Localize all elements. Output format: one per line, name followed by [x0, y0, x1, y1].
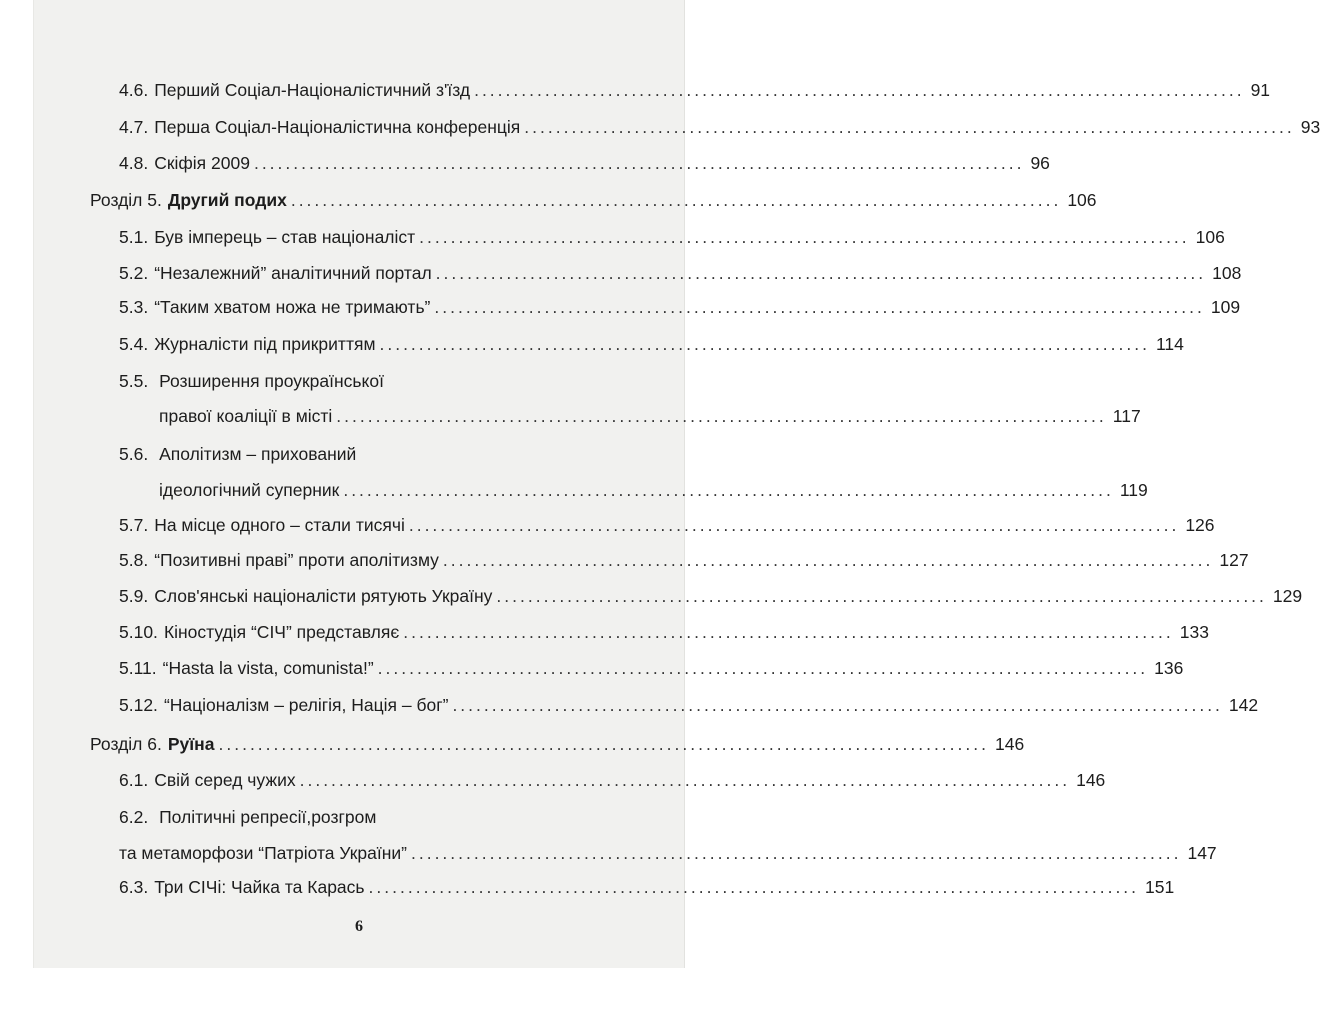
toc-entry: [119, 694, 1259, 716]
toc-entry-page: 117: [1112, 406, 1141, 426]
toc-entry-title: Перший Соціал-Націоналістичний з'їзд: [154, 80, 471, 100]
toc-entry: [119, 549, 1249, 571]
dot-leader: ..................................................................................................: [524, 117, 1295, 137]
toc-entry-number: 5.9.: [119, 586, 149, 606]
book-page: [34, 0, 1320, 968]
dot-leader: ..................................................................................................: [435, 263, 1207, 283]
toc-entry-page: 114: [1155, 334, 1184, 354]
toc-entry-number: 5.2.: [119, 263, 149, 283]
toc-entry-title: Журналісти під прикриттям: [154, 334, 376, 354]
toc-entry: [119, 585, 1303, 607]
toc-entry-title: Перша Соціал-Націоналістична конференція: [154, 117, 521, 137]
toc-entry-second-line: [119, 842, 1217, 864]
toc-entry-title: Розширення проукраїнської: [159, 371, 384, 391]
dot-leader: ..................................................................................................: [403, 622, 1174, 642]
toc-entry-page: 136: [1154, 658, 1184, 678]
toc-entry: [119, 514, 1215, 536]
toc-entry-title: Скіфія 2009: [154, 153, 250, 173]
toc-entry-page: 133: [1179, 622, 1209, 642]
toc-entry-number: 5.8.: [119, 550, 149, 570]
toc-entry-number: 5.5.: [119, 371, 149, 391]
toc-entry-title: Слов'янські націоналісти рятують Україну: [154, 586, 493, 606]
toc-entry-title: “Націоналізм – релігія, Нація – бог”: [163, 695, 449, 715]
toc-entry: [119, 152, 1050, 174]
toc-entry: [119, 621, 1209, 643]
toc-chapter-number: Розділ 6.: [90, 734, 162, 754]
toc-entry-page: 108: [1212, 263, 1242, 283]
toc-entry-title: “Незалежний” аналітичний портал: [154, 263, 432, 283]
toc-entry-number: 5.12.: [119, 695, 158, 715]
toc-entry-title: Кіностудія “СІЧ” представляє: [163, 622, 400, 642]
toc-entry-title-continued: та метаморфози “Патріота України”: [119, 843, 407, 863]
toc-entry-number: 5.6.: [119, 444, 149, 464]
toc-entry-number: 6.2.: [119, 807, 149, 827]
toc-entry-number: 5.1.: [119, 227, 149, 247]
dot-leader: ..................................................................................................: [442, 550, 1214, 570]
dot-leader: ..................................................................................................: [419, 227, 1190, 247]
toc-entry-page: 151: [1145, 877, 1175, 897]
toc-entry-page: 119: [1119, 480, 1148, 500]
toc-entry: [119, 769, 1106, 791]
toc-entry-number: 5.10.: [119, 622, 158, 642]
toc-entry-page: 126: [1185, 515, 1215, 535]
toc-entry-number: 4.7.: [119, 117, 149, 137]
toc-entry-second-line: [159, 479, 1148, 501]
toc-entry-title: “Hasta la vista, comunista!”: [162, 658, 374, 678]
toc-entry: [119, 657, 1184, 679]
toc-entry: [119, 876, 1175, 898]
dot-leader: ..................................................................................................: [336, 406, 1107, 426]
dot-leader: ..................................................................................................: [434, 297, 1205, 317]
toc-entry-page: 127: [1219, 550, 1249, 570]
toc-entry-number: 4.8.: [119, 153, 149, 173]
toc-entry-page: 146: [1076, 770, 1106, 790]
toc-chapter-title: Руїна: [167, 734, 215, 754]
toc-chapter-title: Другий подих: [167, 190, 287, 210]
toc-entry-page: 109: [1210, 297, 1241, 317]
toc-entry-title: Політичні репресії,розгром: [159, 807, 377, 827]
toc-entry: [119, 296, 1241, 318]
dot-leader: ..................................................................................................: [290, 190, 1062, 210]
dot-leader: ..................................................................................................: [343, 480, 1114, 500]
toc-entry-number: 5.3.: [119, 297, 149, 317]
dot-leader: ..................................................................................................: [452, 695, 1223, 715]
dot-leader: ..................................................................................................: [377, 658, 1149, 678]
dot-leader: ..................................................................................................: [474, 80, 1245, 100]
toc-entry-page: 96: [1030, 153, 1050, 173]
toc-entry: [119, 226, 1225, 248]
toc-entry-first-line: [119, 370, 384, 392]
toc-entry-page: 91: [1250, 80, 1271, 100]
toc-entry-page: 129: [1272, 586, 1303, 606]
toc-entry: [119, 79, 1271, 101]
toc-chapter-page: 106: [1067, 190, 1097, 210]
toc-chapter: [90, 189, 1097, 211]
toc-entry-title: Був імперець – став націоналіст: [154, 227, 416, 247]
dot-leader: ..................................................................................................: [496, 586, 1267, 606]
toc-entry-page: 147: [1187, 843, 1217, 863]
toc-entry-title: На місце одного – стали тисячі: [154, 515, 405, 535]
toc-entry-number: 5.11.: [119, 658, 157, 678]
toc-entry-number: 6.1.: [119, 770, 149, 790]
toc-entry: [119, 116, 1320, 138]
toc-entry-title: Свій серед чужих: [154, 770, 296, 790]
toc-entry: [119, 333, 1184, 355]
dot-leader: ..................................................................................................: [299, 770, 1071, 790]
dot-leader: ..................................................................................................: [368, 877, 1140, 897]
toc-entry-title: Аполітизм – прихований: [159, 444, 357, 464]
dot-leader: ..................................................................................................: [410, 843, 1182, 863]
page-number: 6: [355, 918, 363, 935]
dot-leader: ..................................................................................................: [379, 334, 1150, 354]
toc-chapter-page: 146: [994, 734, 1025, 754]
toc-entry-number: 5.7.: [119, 515, 149, 535]
dot-leader: ..................................................................................................: [253, 153, 1025, 173]
dot-leader: ..................................................................................................: [408, 515, 1180, 535]
toc-entry: [119, 262, 1242, 284]
toc-entry-page: 93: [1300, 117, 1320, 137]
toc-entry-page: 142: [1228, 695, 1259, 715]
dot-leader: ..................................................................................................: [218, 734, 989, 754]
toc-entry-first-line: [119, 443, 356, 465]
table-of-contents: [34, 0, 1320, 968]
toc-chapter: [90, 733, 1025, 755]
toc-entry-title: “Позитивні праві” проти аполітизму: [154, 550, 439, 570]
toc-entry-title-continued: правої коаліції в місті: [159, 406, 333, 426]
toc-entry-number: 6.3.: [119, 877, 149, 897]
toc-entry-title: Три СІЧі: Чайка та Карась: [154, 877, 365, 897]
toc-entry-number: 5.4.: [119, 334, 149, 354]
toc-entry-second-line: [159, 405, 1141, 427]
toc-entry-page: 106: [1195, 227, 1225, 247]
toc-entry-title-continued: ідеологічний суперник: [159, 480, 340, 500]
toc-entry-number: 4.6.: [119, 80, 149, 100]
toc-chapter-number: Розділ 5.: [90, 190, 162, 210]
toc-entry-first-line: [119, 806, 376, 828]
toc-entry-title: “Таким хватом ножа не тримають”: [154, 297, 431, 317]
